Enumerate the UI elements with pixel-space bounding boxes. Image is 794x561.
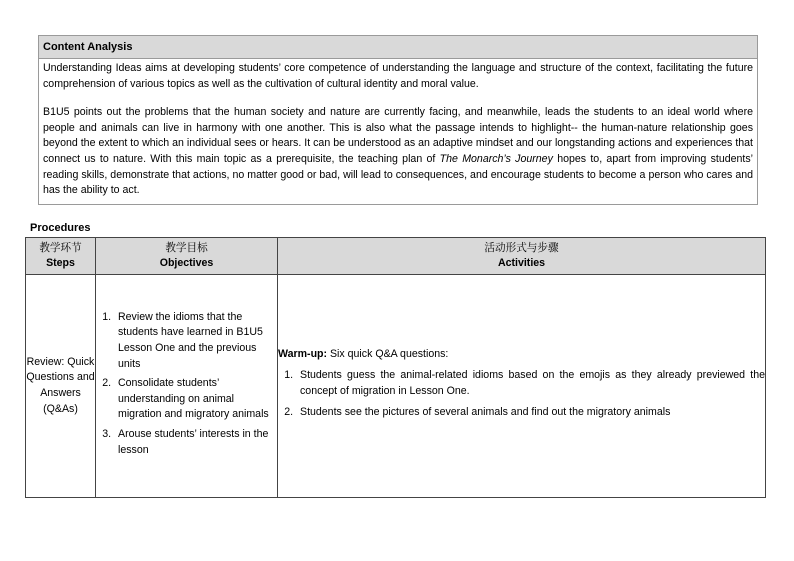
- warmup-label: Warm-up:: [278, 347, 328, 360]
- warmup-line: [278, 347, 765, 363]
- content-analysis-body: [39, 59, 757, 199]
- content-paragraph-2-part-1: B1U5 points out the problems that the human society and nature are currently facing, and meanwhile, leads the students to an ideal world where people and animals can live in harmony with one another. This is also what the passage intends to highlight-- the human-nature relationship goes beyond the extent to which an individual sees or hears. It can be understood as an adaptive mindset and our longstanding actions and experiences that connect us to nature. With this main topic as a prerequisite, the teaching plan of: [43, 106, 753, 165]
- header-activities-cn: 活动形式与步骤: [484, 242, 559, 254]
- table-row: [26, 275, 766, 498]
- header-objectives-en: Objectives: [159, 257, 214, 269]
- header-activities-en: Activities: [497, 257, 546, 269]
- content-paragraph-2-part-2: hopes to, apart from improving students’ reading skills, demonstrate that actions, no matter good or bad, will lead to consequences, and encourage students to become a person who cares and has the ability to act.: [43, 152, 753, 197]
- objective-item: 1. Review the idioms that the students have learned in B1U5 Lesson One and the previous units: [114, 310, 277, 372]
- header-objectives-cn: 教学目标: [165, 242, 208, 254]
- activities-cell: [278, 275, 766, 498]
- content-paragraph-1: Understanding Ideas aims at developing students’ core competence of understanding the language and structure of the context, facilitating the future comprehension of various topics as well as the cultivation of cultural identity and moral value.: [43, 62, 753, 90]
- header-steps-cn: 教学环节: [39, 242, 82, 254]
- header-activities: [278, 238, 766, 275]
- procedures-title: Procedures: [30, 222, 91, 234]
- content-analysis-title: Content Analysis: [39, 36, 757, 59]
- warmup-text: Six quick Q&A questions:: [327, 347, 449, 360]
- header-steps: [26, 238, 96, 275]
- procedures-table: [25, 237, 766, 498]
- activities-list: [278, 368, 765, 420]
- content-paragraph-2: [43, 105, 753, 199]
- objective-item: 2. Consolidate students’ understanding on animal migration and migratory animals: [114, 376, 277, 423]
- step-cell: Review: Quick Questions and Answers (Q&As): [26, 275, 96, 498]
- objective-item: 3. Arouse students’ interests in the lesson: [114, 427, 277, 458]
- activity-item: 1. Students guess the animal-related idioms based on the emojis as they already previewed the concept of migration in Lesson One.: [296, 368, 765, 399]
- activity-item: 2. Students see the pictures of several animals and find out the migratory animals: [296, 405, 765, 421]
- header-objectives: [96, 238, 278, 275]
- header-steps-en: Steps: [46, 257, 75, 269]
- content-analysis-box: [38, 35, 758, 205]
- book-title: The Monarch’s Journey: [439, 152, 553, 165]
- objectives-list: [96, 310, 277, 458]
- objectives-cell: [96, 275, 278, 498]
- table-header-row: [26, 238, 766, 275]
